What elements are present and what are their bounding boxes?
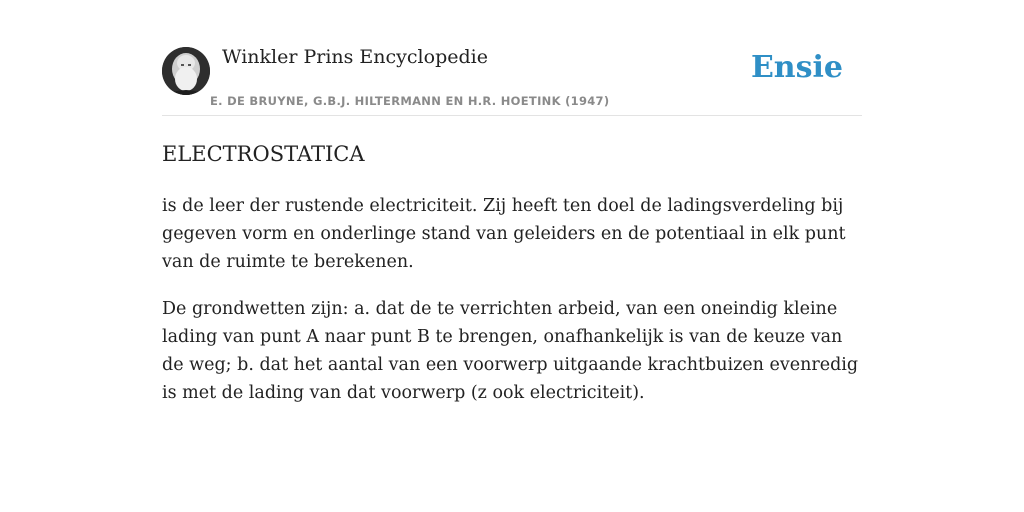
entry-paragraph-2: De grondwetten zijn: a. dat de te verrichten arbeid, van een oneindig kleine lading van punt A naar punt B te brengen, onafhankelijk is van de keuze van de weg; b. dat het aantal van een voorwerp uitgaande krachtbuizen evenredig is met de lading van dat voorwerp (z ook electriciteit). — [162, 299, 859, 403]
entry-paragraph-1: is de leer der rustende electriciteit. Zij heeft ten doel de ladingsverdeling bij gegeven vorm en onderlinge stand van geleiders en de potentiaal in elk punt van de ruimte te berekenen. — [162, 196, 846, 272]
brand-logo[interactable]: Ensie — [750, 50, 843, 85]
portrait-image — [162, 47, 210, 95]
authors-line: E. DE BRUYNE, G.B.J. HILTERMANN EN H.R. HOETINK (1947) — [210, 94, 610, 108]
header-divider — [162, 115, 862, 116]
author-avatar — [162, 47, 210, 95]
site-title[interactable]: Winkler Prins Encyclopedie — [222, 46, 488, 68]
entry-title: ELECTROSTATICA — [162, 142, 365, 166]
